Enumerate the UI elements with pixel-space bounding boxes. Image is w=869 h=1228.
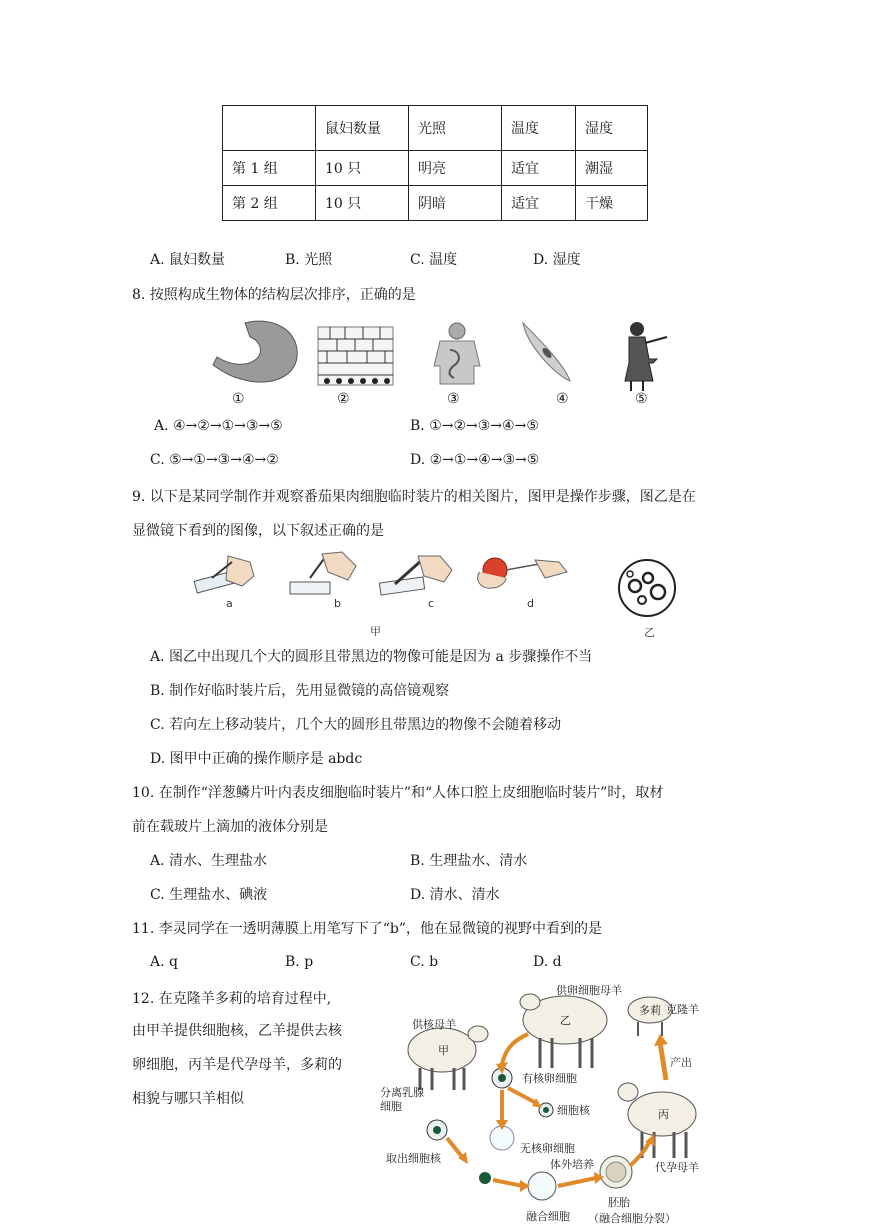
q8-label-2: ② [337, 391, 350, 407]
sheep-label-jia: 甲 [438, 1044, 449, 1057]
egg-donor-label: 供卵细胞母羊 [556, 984, 622, 997]
fused-cell-label: 融合细胞 [526, 1210, 570, 1223]
sheep-bing-image [618, 1083, 696, 1158]
q8-option-b: B. ①→②→③→④→⑤ [410, 418, 539, 434]
q7-option-d: D. 湿度 [533, 252, 581, 268]
table-header-row [223, 106, 648, 151]
q7-data-table [222, 105, 648, 221]
q9-option-b: B. 制作好临时装片后，先用显微镜的高倍镜观察 [150, 683, 450, 699]
table-cell: 10 只 [316, 186, 409, 221]
culture-label: 体外培养 [550, 1158, 594, 1171]
sheep-label-yi: 乙 [560, 1014, 571, 1027]
nucleated-egg-label: 有核卵细胞 [522, 1072, 577, 1085]
table-cell: 明亮 [409, 151, 502, 186]
q8-label-1: ① [232, 391, 245, 407]
table-row [223, 151, 648, 186]
step-label-b: b [334, 597, 341, 610]
epithelial-tissue-image [318, 327, 393, 385]
figure-label-jia: 甲 [370, 625, 381, 638]
q10-option-a: A. 清水、生理盐水 [150, 853, 268, 869]
q8-option-c: C. ⑤→①→③→④→② [150, 452, 279, 468]
muscle-cell-image [523, 323, 570, 381]
table-cell: 温度 [502, 106, 576, 151]
extract-nucleus-label: 取出细胞核 [386, 1152, 441, 1165]
enucleated-egg-label: 无核卵细胞 [520, 1142, 575, 1155]
step-c-image [379, 556, 452, 595]
table-cell: 阴暗 [409, 186, 502, 221]
table-row [223, 186, 648, 221]
q11-option-a: A. q [150, 954, 178, 970]
table-cell: 湿度 [576, 106, 648, 151]
q11-option-c: C. b [410, 954, 439, 970]
figure-label-yi: 乙 [644, 626, 655, 639]
q9-option-a: A. 图乙中出现几个大的圆形且带黑边的物像可能是因为 a 步骤操作不当 [150, 649, 593, 665]
q12-text-line-2: 由甲羊提供细胞核，乙羊提供去核 [132, 1023, 342, 1039]
sheep-yi-image [520, 994, 607, 1068]
q9-stem-line-1: 9. 以下是某同学制作并观察番茄果肉细胞临时装片的相关图片，图甲是操作步骤，图乙是在 [132, 489, 696, 505]
step-label-c: c [428, 597, 435, 610]
q8-option-a: A. ④→②→①→③→⑤ [154, 418, 283, 434]
step-d-image [478, 558, 567, 588]
table-cell: 第 2 组 [223, 186, 316, 221]
step-b-image [290, 552, 356, 594]
q11-option-d: D. d [533, 954, 562, 970]
q8-label-3: ③ [447, 391, 460, 407]
nucleus-label: 细胞核 [557, 1104, 590, 1117]
q8-label-5: ⑤ [635, 391, 648, 407]
q11-stem: 11. 李灵同学在一透明薄膜上用笔写下了“b”，他在显微镜的视野中看到的是 [132, 921, 602, 937]
q8-option-d: D. ②→①→④→③→⑤ [410, 452, 540, 468]
q7-option-a: A. 鼠妇数量 [150, 252, 226, 268]
embryo-note-label: （融合细胞分裂） [588, 1212, 676, 1225]
embryo-label: 胚胎 [608, 1196, 630, 1209]
q10-stem-line-2: 前在载玻片上滴加的液体分别是 [132, 819, 328, 835]
q7-option-b: B. 光照 [285, 252, 333, 268]
microscope-view-image [619, 560, 675, 616]
q9-option-d: D. 图甲中正确的操作顺序是 abdc [150, 751, 363, 767]
table-cell: 第 1 组 [223, 151, 316, 186]
q10-stem-line-1: 10. 在制作“洋葱鳞片叶内表皮细胞临时装片”和“人体口腔上皮细胞临时装片”时，取材 [132, 785, 664, 801]
table-cell: 光照 [409, 106, 502, 151]
table-cell: 潮湿 [576, 151, 648, 186]
dolly-label: 多莉 [639, 1004, 661, 1017]
table-cell: 鼠妇数量 [316, 106, 409, 151]
table-cell: 适宜 [502, 186, 576, 221]
human-body-image [625, 322, 667, 391]
q8-stem: 8. 按照构成生物体的结构层次排序，正确的是 [132, 287, 416, 303]
nucleus-donor-label: 供核母羊 [412, 1018, 456, 1031]
step-label-d: d [527, 597, 534, 610]
surrogate-label: 代孕母羊 [655, 1161, 699, 1174]
table-cell: 10 只 [316, 151, 409, 186]
sheep-label-bing: 丙 [658, 1108, 669, 1121]
q7-option-c: C. 温度 [410, 252, 458, 268]
q10-option-b: B. 生理盐水、清水 [410, 853, 528, 869]
produce-label: 产出 [670, 1056, 692, 1069]
stomach-organ-image [213, 321, 297, 382]
q9-stem-line-2: 显微镜下看到的图像，以下叙述正确的是 [132, 523, 384, 539]
q12-text-line-1: 12. 在克隆羊多莉的培育过程中, [132, 991, 332, 1007]
step-label-a: a [226, 597, 233, 610]
mammary-label-1: 分离乳腺 [380, 1086, 424, 1099]
q10-option-c: C. 生理盐水、碘液 [150, 887, 268, 903]
digestive-system-image [434, 323, 480, 384]
q9-procedure-images [190, 548, 690, 618]
clone-sheep-label: 克隆羊 [666, 1003, 699, 1016]
q12-text-line-4: 相貌与哪只羊相似 [132, 1091, 244, 1107]
table-cell: 适宜 [502, 151, 576, 186]
cloning-diagram [360, 980, 740, 1225]
step-a-image [194, 556, 254, 593]
mammary-label-2: 细胞 [380, 1100, 402, 1113]
q8-label-4: ④ [556, 391, 569, 407]
q10-option-d: D. 清水、清水 [410, 887, 500, 903]
q12-text-line-3: 卵细胞，丙羊是代孕母羊，多莉的 [132, 1057, 342, 1073]
sheep-jia-image [408, 1026, 488, 1090]
q8-structure-images [205, 315, 675, 410]
q11-option-b: B. p [285, 954, 314, 970]
q9-option-c: C. 若向左上移动装片，几个大的圆形且带黑边的物像不会随着移动 [150, 717, 562, 733]
table-cell [223, 106, 316, 151]
table-cell: 干燥 [576, 186, 648, 221]
